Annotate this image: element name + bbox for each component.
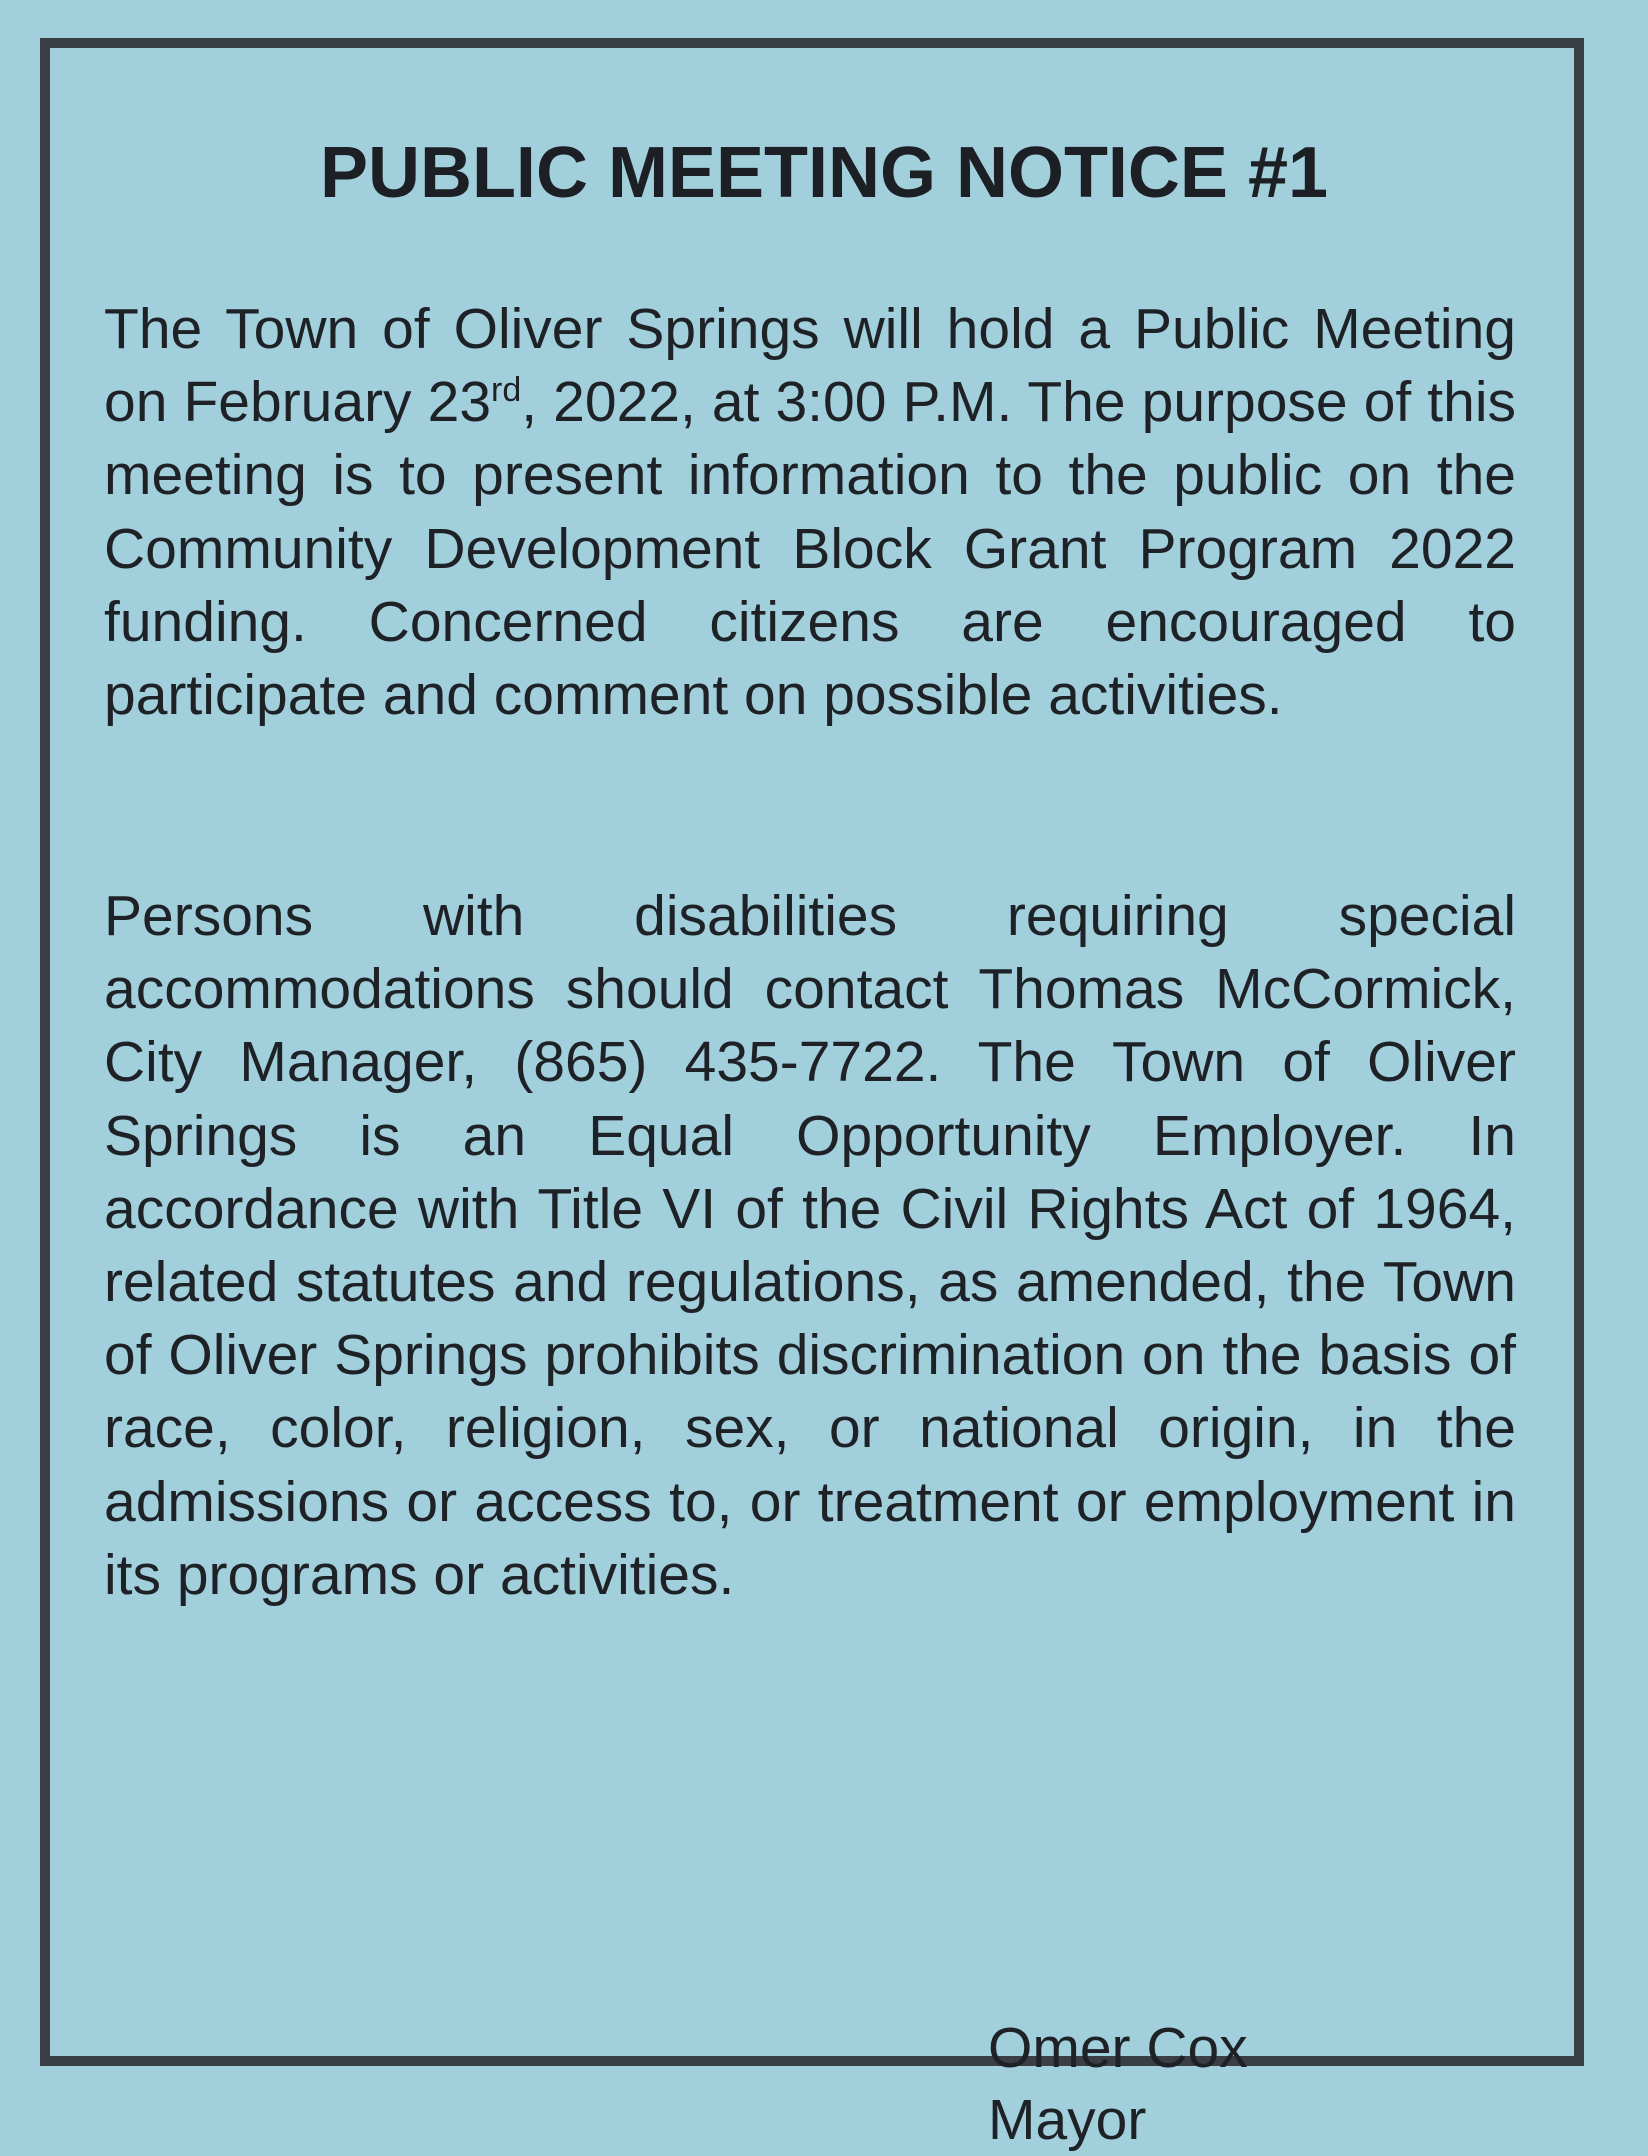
signature-block [988, 2012, 1248, 2156]
signatory-name: Omer Cox [988, 2016, 1248, 2080]
notice-title: PUBLIC MEETING NOTICE #1 [319, 133, 1329, 213]
meeting-details-paragraph [104, 293, 1516, 732]
accessibility-paragraph: Persons with disabilities requiring special accommodations should contact Thomas McCormick, City Manager, (865) 435-7722. The Town of Oliver Springs is an Equal Opportunity Employer. In accordance with Title VI of the Civil Rights Act of 1964, related statutes and regulations, as amended, the Town of Oliver Springs prohibits discrimination on the basis of race, color, religion, sex, or national origin, in the admissions or access to, or treatment or employment in its programs or activities. [104, 884, 1516, 1607]
meeting-details-text-cont: , 2022, at 3:00 P.M. The purpose of this meeting is to present information to the public on the Community Development Block Grant Program 2022 funding. Concerned citizens are encouraged to participate and comment on possible activities. [104, 370, 1516, 728]
signatory-title: Mayor [988, 2088, 1147, 2152]
meeting-details-text: The Town of Oliver Springs will hold a Public Meeting on February 23 [104, 297, 1516, 435]
date-ordinal-suffix: rd [491, 371, 522, 410]
